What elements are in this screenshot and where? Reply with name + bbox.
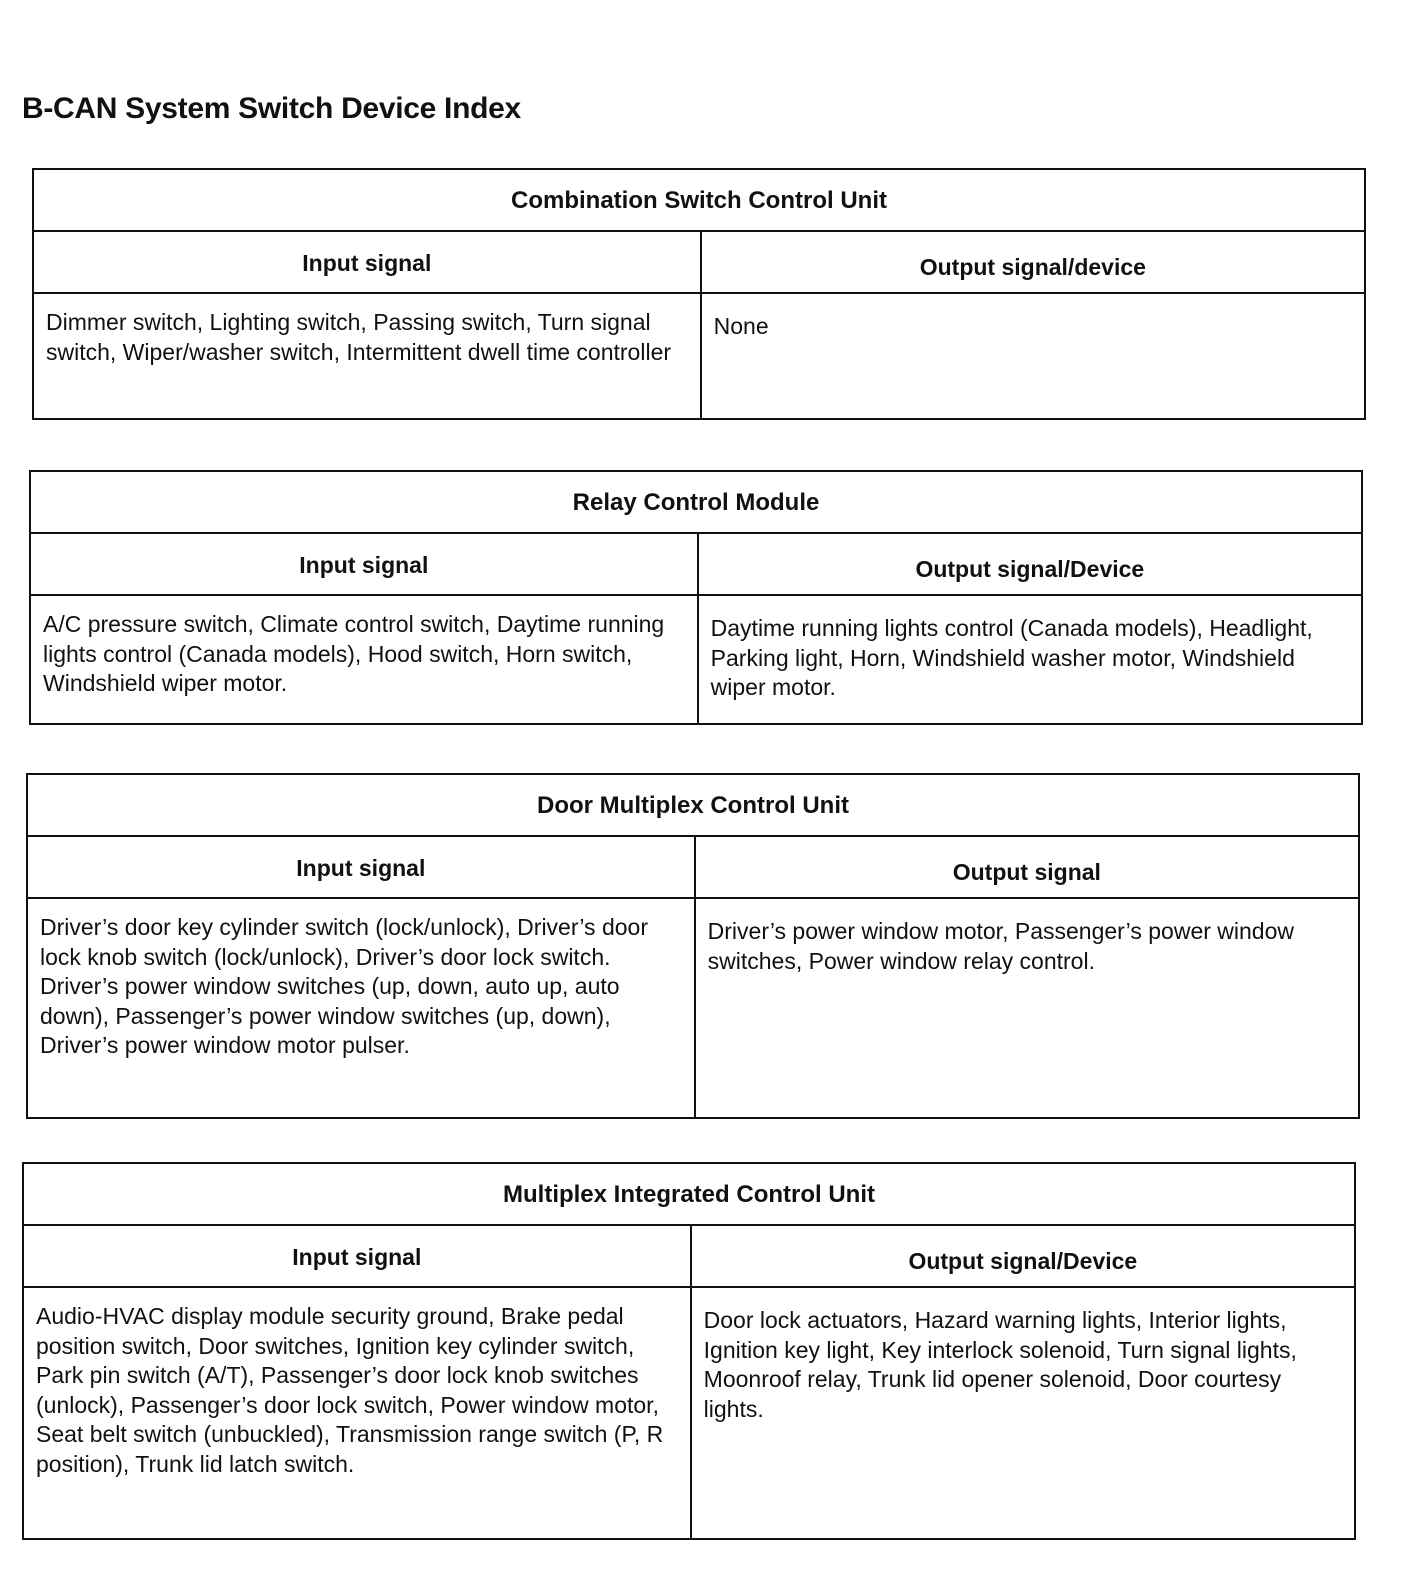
table-body-row — [34, 294, 1364, 418]
page-title: B-CAN System Switch Device Index — [22, 92, 521, 125]
output-signal-header: Output signal/Device — [915, 556, 1145, 582]
input-signal-cell: Dimmer switch, Lighting switch, Passing switch, Turn signal switch, Wiper/washer switch, Intermittent dwell time controller — [34, 294, 702, 418]
table-title: Combination Switch Control Unit — [34, 170, 1364, 232]
input-signal-header: Input signal — [28, 837, 696, 897]
input-signal-cell: Driver’s door key cylinder switch (lock/unlock), Driver’s door lock knob switch (lock/unlock), Driver’s door lock switch. Driver’s power window switches (up, down, auto up, auto down), Passenger’s power window switches (up, down), Driver’s power window motor pulser. — [28, 899, 696, 1117]
output-signal-cell: Door lock actuators, Hazard warning lights, Interior lights, Ignition key light, Key interlock solenoid, Turn signal lights, Moonroof relay, Trunk lid opener solenoid, Door courtesy lights. — [703, 1307, 1297, 1422]
table-header-row — [24, 1226, 1354, 1288]
output-signal-header: Output signal/Device — [908, 1248, 1138, 1274]
combination-switch-table — [32, 168, 1366, 420]
multiplex-integrated-table — [22, 1162, 1356, 1540]
table-header-row — [34, 232, 1364, 294]
output-signal-header: Output signal — [952, 859, 1101, 885]
table-title: Relay Control Module — [31, 472, 1361, 534]
table-title: Door Multiplex Control Unit — [28, 775, 1358, 837]
table-header-row — [31, 534, 1361, 596]
output-signal-cell: Driver’s power window motor, Passenger’s power window switches, Power window relay control. — [707, 918, 1294, 974]
table-title: Multiplex Integrated Control Unit — [24, 1164, 1354, 1226]
table-body-row — [31, 596, 1361, 723]
door-multiplex-table — [26, 773, 1360, 1119]
table-header-row — [28, 837, 1358, 899]
input-signal-cell: Audio-HVAC display module security ground, Brake pedal position switch, Door switches, Ignition key cylinder switch, Park pin switch (A/T), Passenger’s door lock knob switches (unlock), Passenger’s door lock switch, Power window motor, Seat belt switch (unbuckled), Transmission range switch (P, R position), Trunk lid latch switch. — [24, 1288, 692, 1538]
input-signal-cell: A/C pressure switch, Climate control switch, Daytime running lights control (Canada models), Hood switch, Horn switch, Windshield wiper motor. — [31, 596, 699, 723]
input-signal-header: Input signal — [34, 232, 702, 292]
output-signal-cell: None — [713, 313, 769, 339]
relay-control-module-table — [29, 470, 1363, 725]
output-signal-cell: Daytime running lights control (Canada models), Headlight, Parking light, Horn, Windshield washer motor, Windshield wiper motor. — [710, 615, 1313, 700]
table-body-row — [24, 1288, 1354, 1538]
table-body-row — [28, 899, 1358, 1117]
input-signal-header: Input signal — [24, 1226, 692, 1286]
input-signal-header: Input signal — [31, 534, 699, 594]
output-signal-header: Output signal/device — [919, 254, 1146, 280]
